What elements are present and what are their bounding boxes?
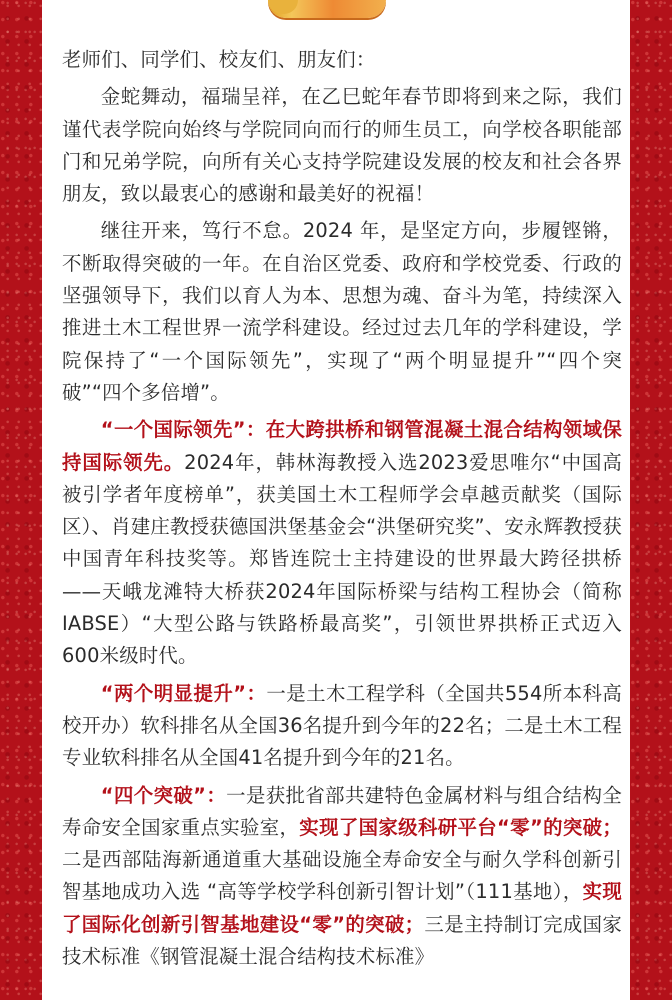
paragraph-two-improvements [62,678,622,775]
paragraph-blessing: 金蛇舞动，福瑞呈祥，在乙巳蛇年春节即将到来之际，我们谨代表学院向始终与学院同向而行的师生员工，向学校各职能部门和兄弟学院，向所有关心支持学院建设发展的校友和社会各界朋友，致以最衷心的感谢和最美好的祝福！ [62,85,622,206]
international-lead-text: 2024年，韩林海教授入选2023爱思唯尔“中国高被引学者年度榜单”，获美国土木工程师学会卓越贡献奖（国际区）、肖建庄教授获德国洪堡基金会“洪堡研究奖”、安永辉教授获中国青年科技奖等。郑皆连院士主持建设的世界最大跨径拱桥——天峨龙滩特大桥获2024年国际桥梁与结构工程协会（简称IABSE）“大型公路与铁路桥最高奖”，引领世界拱桥正式迈入600米级时代。 [62,450,623,668]
heading-four-breakthroughs: “四个突破”： [100,783,227,807]
breakthrough-three-text: 三是主持制订完成国家技术标准《钢管混凝土混合结构技术标准》 [62,912,622,969]
right-red-border [630,0,672,1000]
letter-body [62,44,622,978]
left-red-border [0,0,42,1000]
paragraph-international-lead [62,414,622,672]
heading-two-improvements: “两个明显提升”： [100,681,267,705]
heading-international-lead: “一个国际领先”：在大跨拱桥和钢管混凝土混合结构领域保持国际领先。 [62,418,622,474]
breakthrough-two-text: 二是西部陆海新通道重大基础设施全寿命安全与耐久学科创新引智基地成功入选 “高等学校学科创新引智计划”（111基地）， [62,848,622,904]
paragraph-four-breakthroughs [62,780,622,974]
two-improvements-text: 一是土木工程学科（全国共554所本科高校开办）软科排名从全国36名提升到今年的22名；二是土木工程专业软科排名从全国41名提升到今年的21名。 [62,681,623,770]
paragraph-review: 继往开来，笃行不怠。2024 年，是坚定方向，步履铿锵，不断取得突破的一年。在自治区党委、政府和学校党委、行政的坚强领导下，我们以育人为本、思想为魂、奋斗为笔，持续深入推进土木工程世界一流学科建设。经过过去几年的学科建设，学院保持了“一个国际领先”，实现了“两个明显提升”“四个突破”“四个多倍增”。 [62,219,622,404]
breakthrough-two-highlight: 实现了国际化创新引智基地建设“零”的突破； [62,880,622,936]
greeting: 老师们、同学们、校友们、朋友们： [62,48,376,71]
breakthrough-one-text: 一是获批省部共建特色金属材料与组合结构全寿命安全国家重点实验室， [62,783,623,839]
breakthrough-one-highlight: 实现了国家级科研平台“零”的突破； [299,815,622,839]
